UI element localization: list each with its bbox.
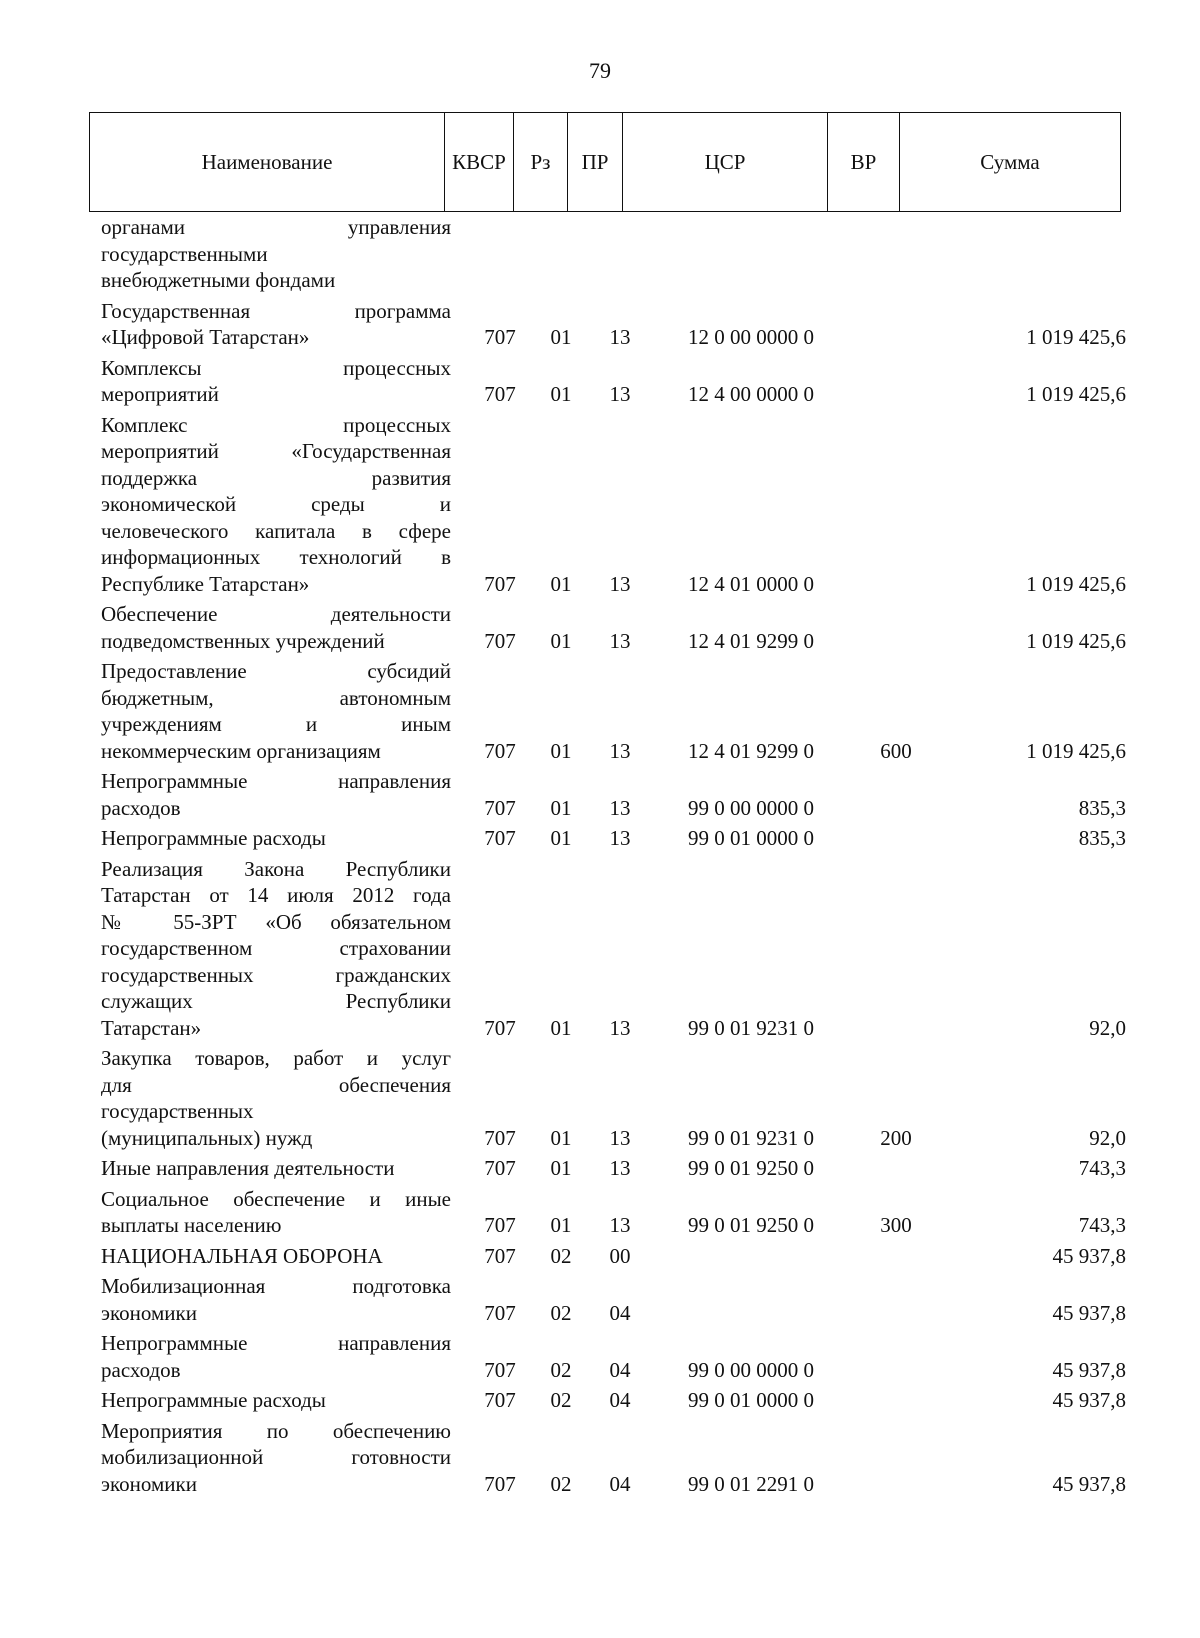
row-csr: 99 0 01 0000 0 <box>688 1388 814 1412</box>
row-name-line: Непрограммные расходы <box>101 1388 326 1412</box>
row-name-line: государственном страховании <box>101 936 451 960</box>
row-name <box>101 1045 451 1151</box>
row-kvsr: 707 <box>484 571 516 596</box>
row-name-line: служащих Республики <box>101 989 451 1013</box>
row-name <box>101 1243 451 1270</box>
row-csr: 99 0 01 2291 0 <box>688 1471 814 1496</box>
row-name <box>101 601 451 654</box>
row-kvsr: 707 <box>484 1243 516 1268</box>
row-rz: 01 <box>550 1213 572 1237</box>
row-name <box>101 214 451 294</box>
row-name-line: Реализация Закона Республики <box>101 856 451 881</box>
row-rz: 01 <box>550 1156 572 1180</box>
row-name-line: органами управления <box>101 215 451 239</box>
table-header <box>89 112 1121 212</box>
column-header-csr: ЦСР <box>623 113 828 211</box>
row-name-line: внебюджетными фондами <box>101 268 336 292</box>
row-name-line: выплаты населению <box>101 1213 282 1237</box>
row-pr: 13 <box>609 628 631 653</box>
table-row <box>0 1155 1200 1182</box>
row-rz: 01 <box>550 826 572 850</box>
table-row <box>0 768 1200 821</box>
row-csr: 99 0 01 9250 0 <box>688 1156 814 1180</box>
row-rz: 02 <box>550 1300 572 1325</box>
table-row <box>0 412 1200 598</box>
row-name-line: Государственная программа <box>101 298 451 323</box>
table-row <box>0 856 1200 1042</box>
row-pr: 13 <box>609 1213 631 1237</box>
row-name <box>101 658 451 764</box>
row-rz: 01 <box>550 628 572 653</box>
row-name <box>101 1186 451 1239</box>
column-header-name: Наименование <box>90 113 445 211</box>
table-row <box>0 1273 1200 1326</box>
row-name <box>101 355 451 408</box>
row-name-line: экономической среды и <box>101 492 451 516</box>
row-name-line: Социальное обеспечение и иные <box>101 1186 451 1211</box>
row-sum: 92,0 <box>1089 1125 1126 1150</box>
row-name <box>101 1387 451 1414</box>
row-rz: 01 <box>550 738 572 763</box>
row-rz: 01 <box>550 1015 572 1040</box>
row-name-line: Татарстан от 14 июля 2012 года <box>101 883 451 907</box>
row-vr: 600 <box>880 738 912 763</box>
row-pr: 04 <box>609 1388 631 1412</box>
row-kvsr: 707 <box>484 1015 516 1040</box>
row-name-line: поддержка развития <box>101 465 451 490</box>
row-name <box>101 1330 451 1383</box>
row-name-line: информационных технологий в <box>101 545 451 569</box>
row-sum: 45 937,8 <box>1052 1243 1126 1268</box>
row-kvsr: 707 <box>484 1300 516 1325</box>
row-name-line: государственными <box>101 241 268 266</box>
row-name <box>101 1155 451 1182</box>
row-pr: 13 <box>609 382 631 406</box>
row-sum: 835,3 <box>1078 826 1126 850</box>
row-sum: 1 019 425,6 <box>1026 382 1126 406</box>
table-body <box>0 214 1200 1501</box>
row-spacer <box>0 1497 1200 1501</box>
row-name-line: Республике Татарстан» <box>101 571 310 596</box>
row-name-line: Комплекс процессных <box>101 412 451 437</box>
row-name-line: Мероприятия по обеспечению <box>101 1418 451 1443</box>
row-name <box>101 825 451 852</box>
row-name-line: Мобилизационная подготовка <box>101 1274 451 1298</box>
row-sum: 45 937,8 <box>1052 1357 1126 1382</box>
row-csr: 99 0 01 9231 0 <box>688 1125 814 1150</box>
row-name-line: Обеспечение деятельности <box>101 602 451 626</box>
row-csr: 12 4 00 0000 0 <box>688 382 814 406</box>
row-name-line: НАЦИОНАЛЬНАЯ ОБОРОНА <box>101 1243 383 1268</box>
row-sum: 45 937,8 <box>1052 1388 1126 1412</box>
row-sum: 45 937,8 <box>1052 1471 1126 1496</box>
row-kvsr: 707 <box>484 795 516 820</box>
row-pr: 04 <box>609 1357 631 1382</box>
row-csr: 99 0 00 0000 0 <box>688 795 814 820</box>
row-name <box>101 1418 451 1498</box>
row-pr: 13 <box>609 325 631 349</box>
row-name-line: Закупка товаров, работ и услуг <box>101 1046 451 1070</box>
row-csr: 99 0 00 0000 0 <box>688 1357 814 1382</box>
row-vr: 300 <box>880 1213 912 1237</box>
row-name-line: «Цифровой Татарстан» <box>101 325 310 349</box>
column-header-pr: ПР <box>568 113 623 211</box>
row-name-line: мобилизационной готовности <box>101 1445 451 1469</box>
column-header-kvsr: КВСР <box>445 113 514 211</box>
row-name-line: человеческого капитала в сфере <box>101 518 451 543</box>
row-name-line: № 55-ЗРТ «Об обязательном <box>101 909 451 934</box>
row-kvsr: 707 <box>484 628 516 653</box>
row-name-line: экономики <box>101 1471 197 1496</box>
row-name <box>101 412 451 598</box>
row-name-line: (муниципальных) нужд <box>101 1125 313 1150</box>
row-name-line: подведомственных учреждений <box>101 628 385 653</box>
table-row <box>0 298 1200 351</box>
row-name-line: бюджетным, автономным <box>101 685 451 710</box>
row-name-line: Непрограммные направления <box>101 1331 451 1355</box>
row-pr: 13 <box>609 571 631 596</box>
row-name-line: для обеспечения <box>101 1072 451 1097</box>
row-sum: 835,3 <box>1078 795 1126 820</box>
row-kvsr: 707 <box>484 738 516 763</box>
row-sum: 45 937,8 <box>1052 1300 1126 1325</box>
row-name <box>101 298 451 351</box>
table-row <box>0 658 1200 764</box>
row-csr: 12 4 01 9299 0 <box>688 738 814 763</box>
row-kvsr: 707 <box>484 1125 516 1150</box>
column-header-rz: Рз <box>514 113 568 211</box>
row-name-line: Непрограммные направления <box>101 769 451 793</box>
row-pr: 13 <box>609 826 631 850</box>
row-sum: 92,0 <box>1089 1015 1126 1040</box>
table-row <box>0 1418 1200 1498</box>
row-sum: 743,3 <box>1078 1156 1126 1180</box>
row-name-line: государственных <box>101 1099 254 1123</box>
table-row <box>0 1186 1200 1239</box>
row-pr: 04 <box>609 1471 631 1496</box>
row-sum: 1 019 425,6 <box>1026 628 1126 653</box>
row-name <box>101 768 451 821</box>
row-rz: 01 <box>550 571 572 596</box>
row-name-line: Иные направления деятельности <box>101 1156 395 1180</box>
row-rz: 02 <box>550 1243 572 1268</box>
row-name-line: экономики <box>101 1300 197 1325</box>
row-rz: 01 <box>550 325 572 349</box>
row-csr: 99 0 01 0000 0 <box>688 826 814 850</box>
page-number: 79 <box>589 58 611 83</box>
row-name-line: мероприятий «Государственная <box>101 439 451 463</box>
row-kvsr: 707 <box>484 1388 516 1412</box>
row-name-line: расходов <box>101 795 181 820</box>
row-name <box>101 1273 451 1326</box>
table-row <box>0 1387 1200 1414</box>
row-csr: 12 0 00 0000 0 <box>688 325 814 349</box>
row-kvsr: 707 <box>484 826 516 850</box>
row-name-line: государственных гражданских <box>101 962 451 987</box>
column-header-vr: ВР <box>828 113 900 211</box>
row-sum: 743,3 <box>1078 1213 1126 1237</box>
row-name-line: мероприятий <box>101 382 219 406</box>
row-rz: 01 <box>550 1125 572 1150</box>
row-pr: 13 <box>609 738 631 763</box>
row-name-line: учреждениям и иным <box>101 712 451 736</box>
row-csr: 12 4 01 9299 0 <box>688 628 814 653</box>
table-row <box>0 214 1200 294</box>
row-name <box>101 856 451 1042</box>
row-kvsr: 707 <box>484 1357 516 1382</box>
row-csr: 12 4 01 0000 0 <box>688 571 814 596</box>
row-name-line: Татарстан» <box>101 1015 202 1040</box>
row-vr: 200 <box>880 1125 912 1150</box>
row-csr: 99 0 01 9231 0 <box>688 1015 814 1040</box>
row-kvsr: 707 <box>484 1156 516 1180</box>
row-csr: 99 0 01 9250 0 <box>688 1213 814 1237</box>
row-pr: 04 <box>609 1300 631 1325</box>
row-kvsr: 707 <box>484 325 516 349</box>
row-sum: 1 019 425,6 <box>1026 325 1126 349</box>
table-row <box>0 825 1200 852</box>
row-pr: 13 <box>609 1125 631 1150</box>
row-rz: 01 <box>550 382 572 406</box>
row-pr: 13 <box>609 795 631 820</box>
row-name-line: расходов <box>101 1357 181 1382</box>
row-name-line: Предоставление субсидий <box>101 659 451 683</box>
table-row <box>0 1330 1200 1383</box>
table-row <box>0 1045 1200 1151</box>
row-kvsr: 707 <box>484 1213 516 1237</box>
row-name-line: некоммерческим организациям <box>101 738 381 763</box>
row-sum: 1 019 425,6 <box>1026 571 1126 596</box>
row-kvsr: 707 <box>484 382 516 406</box>
row-pr: 13 <box>609 1015 631 1040</box>
table-row <box>0 355 1200 408</box>
row-pr: 00 <box>609 1243 631 1268</box>
row-name-line: Комплексы процессных <box>101 355 451 380</box>
row-pr: 13 <box>609 1156 631 1180</box>
row-kvsr: 707 <box>484 1471 516 1496</box>
row-rz: 01 <box>550 795 572 820</box>
row-rz: 02 <box>550 1388 572 1412</box>
row-rz: 02 <box>550 1471 572 1496</box>
row-rz: 02 <box>550 1357 572 1382</box>
row-name-line: Непрограммные расходы <box>101 826 326 850</box>
table-row <box>0 601 1200 654</box>
row-sum: 1 019 425,6 <box>1026 738 1126 763</box>
column-header-sum: Сумма <box>980 149 1040 174</box>
table-row <box>0 1243 1200 1270</box>
